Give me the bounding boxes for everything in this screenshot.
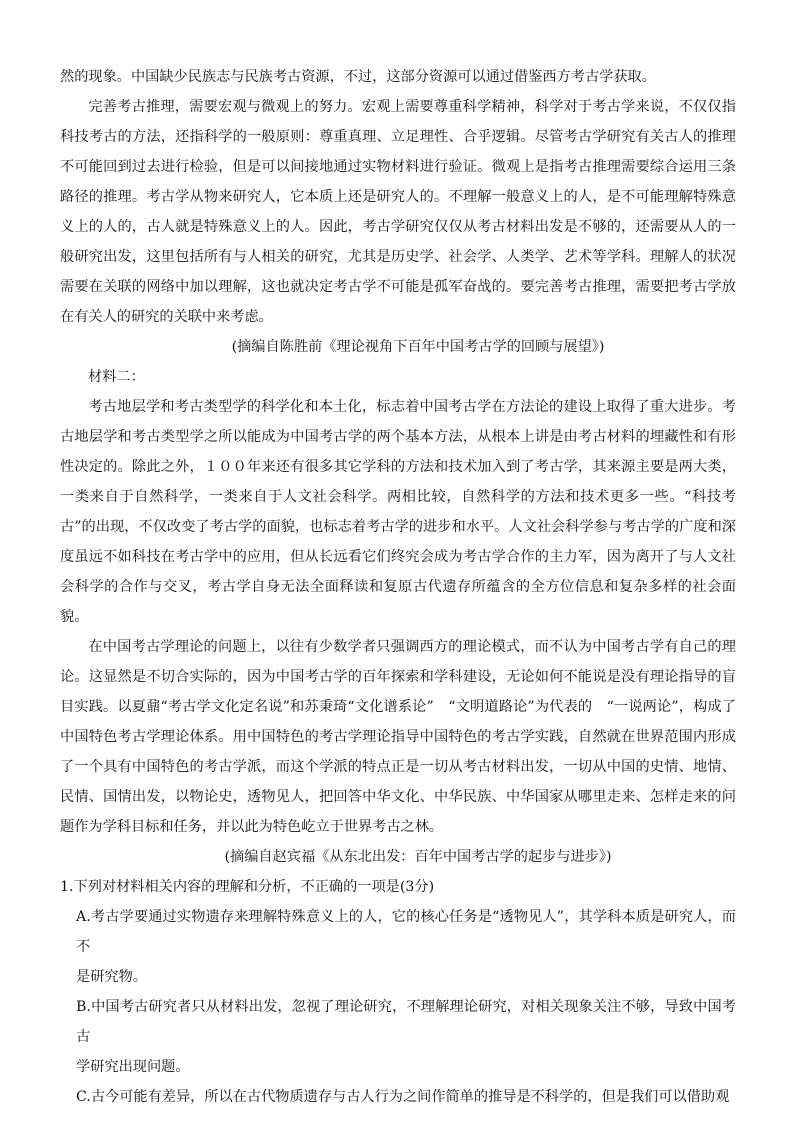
option-a-line2: 是研究物。 — [76, 969, 147, 985]
material2-label: 材料二： — [88, 369, 145, 385]
material1-paragraph-tail: 然的现象。中国缺少民族志与民族考古资源，不过，这部分资源可以通过借鉴西方考古学获取。 — [60, 69, 656, 85]
material1-paragraph-reasoning: 完善考古推理，需要宏观与微观上的努力。宏观上需要尊重科学精神，科学对于考古学来说，不仅仅指科技考古的方法，还指科学的一般原则：尊重真理、立足理性、合乎逻辑。尽管考古学研究有关古人的推理不可能回到过去进行检验，但是可以间接地通过实物材料进行验证。微观上是指考古推理需要综合运用三条路径的推理。考古学从物来研究人，它本质上还是研究人的。不理解一般意义上的人，是不可能理解特殊意义上的人的，古人就是特殊意义上的人。因此，考古学研究仅仅从考古材料出发是不够的，还需要从人的一般研究出发，这里包括所有与人相关的研究，尤其是历史学、社会学、人类学、艺术等学科。理解人的状况需要在关联的网络中加以理解，这也就决定考古学不可能是孤军奋战的。要完善考古推理，需要把考古学放在有关人的研究的关联中来考虑。 — [60, 99, 736, 325]
option-c-line1: C.古今可能有差异，所以在古代物质遗存与古人行为之间作简单的推导是不科学的，但是我们可以借助观 — [76, 1089, 730, 1105]
option-a-line1: A.考古学要通过实物遗存来理解特殊意义上的人，它的核心任务是“透物见人”，其学科本质是研究人，而不 — [76, 909, 736, 955]
material2-paragraph-theory: 在中国考古学理论的问题上，以往有少数学者只强调西方的理论模式，而不认为中国考古学有自己的理论。这显然是不切合实际的，因为中国考古学的百年探索和学科建设，无论如何不能说是没有理论指导的盲目实践。以夏鼐“考古学文化定名说”和苏秉琦“文化谱系论” “文明道路论”为代表的 “一说两论”，构成了中国特色考古学理论体系。用中国特色的考古学理论指导中国特色的考古学实践，自然就在世界范围内形成了一个具有中国特色的考古学派，而这个学派的特点正是一切从考古材料出发，一切从中国的史情、地情、民情、国情出发，以物论史，透物见人，把回答中华文化、中华民族、中华国家从哪里走来、怎样走来的问题作为学科目标和任务，并以此为特色屹立于世界考古之林。 — [60, 639, 736, 835]
option-b-line1: B.中国考古研究者只从材料出发，忽视了理论研究，不理解理论研究，对相关现象关注不够，导致中国考古 — [76, 999, 736, 1045]
material1-citation: (摘编自陈胜前《理论视角下百年中国考古学的回顾与展望》) — [231, 339, 605, 355]
option-b-line2: 学研究出现问题。 — [76, 1059, 190, 1075]
question-1-stem: 1.下列对材料相关内容的理解和分析，不正确的一项是(3分) — [60, 879, 435, 895]
material2-citation: (摘编自赵宾福《从东北出发：百年中国考古学的起步与进步》) — [224, 849, 612, 865]
material2-paragraph-methods: 考古地层学和考古类型学的科学化和本土化，标志着中国考古学在方法论的建设上取得了重大进步。考古地层学和考古类型学之所以能成为中国考古学的两个基本方法，从根本上讲是由考古材料的埋藏性和有形性决定的。除此之外，１００年来还有很多其它学科的方法和技术加入到了考古学，其来源主要是两大类，一类来自于自然科学，一类来自于人文社会科学。两相比较，自然科学的方法和技术更多一些。“科技考古”的出现，不仅改变了考古学的面貌，也标志着考古学的进步和水平。人文社会科学参与考古学的广度和深度虽远不如科技在考古学中的应用，但从长远看它们终究会成为考古学合作的主力军，因为离开了与人文社会科学的合作与交叉，考古学自身无法全面释读和复原古代遗存所蕴含的全方位信息和复杂多样的社会面貌。 — [60, 399, 736, 625]
